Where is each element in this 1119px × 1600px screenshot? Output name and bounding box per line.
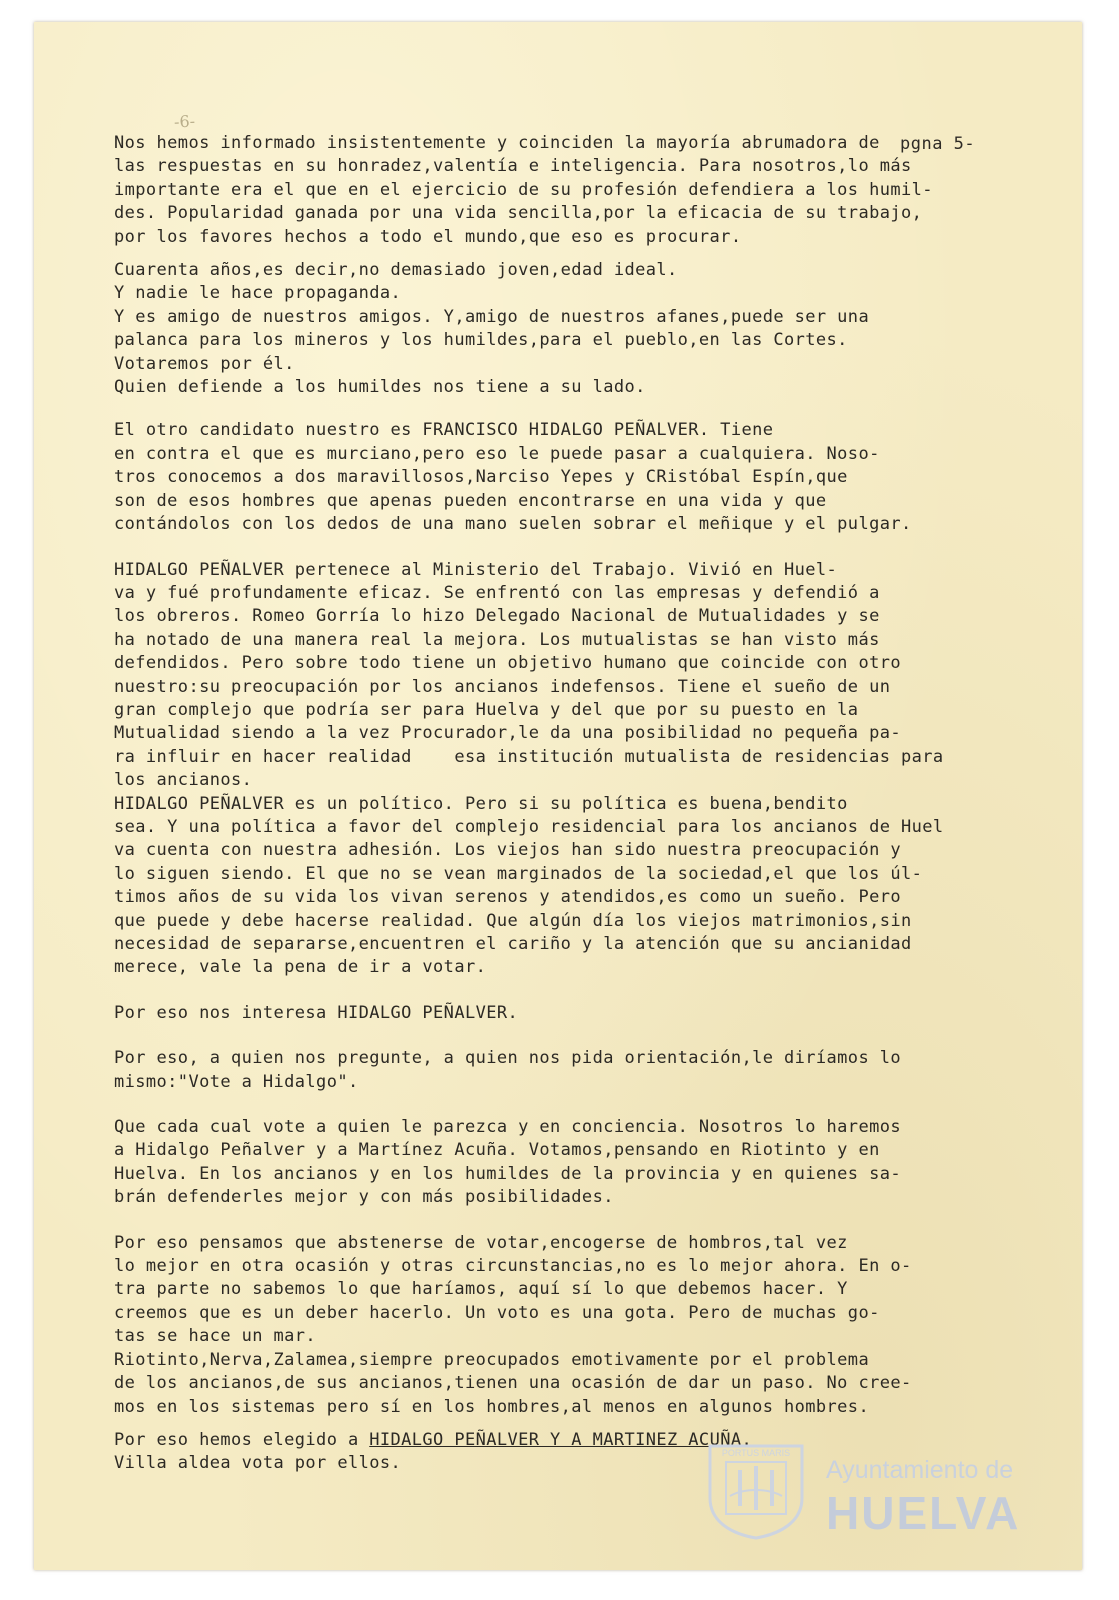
closing-prefix: Por eso hemos elegido a [114,1429,370,1450]
text-line: Huelva. En los ancianos y en los humildes de la provincia y en quienes sa- [114,1163,901,1184]
text-line: HIDALGO PEÑALVER pertenece al Ministerio del Trabajo. Vivió en Huel- [114,559,838,580]
text-line: que puede y debe hacerse realidad. Que algún día los viejos matrimonios,sin [114,910,912,931]
text-line: contándolos con los dedos de una mano suelen sobrar el meñique y el pulgar. [114,514,912,535]
text-line: los obreros. Romeo Gorría lo hizo Delegado Nacional de Mutualidades y se [114,606,880,627]
text-line: tra parte no sabemos lo que haríamos, aquí sí lo que debemos hacer. Y [114,1279,848,1300]
text-line: lo mejor en otra ocasión y otras circunstancias,no es lo mejor ahora. En o- [114,1256,912,1277]
paragraph-7 [114,1047,976,1094]
text-line: tas se hace un mar. [114,1326,317,1347]
paragraph-5 [114,793,976,980]
text-line: Que cada cual vote a quien le parezca y en conciencia. Nosotros lo haremos [114,1117,901,1138]
text-line: Quien defiende a los humildes nos tiene a su lado. [114,377,646,398]
text-line: importante era el que en el ejercicio de su profesión defendiera a los humil- [114,179,933,200]
shield-motto: PORTUS MARIS [721,1448,791,1458]
closing-candidates: HIDALGO PEÑALVER Y A MARTINEZ ACUÑA. [369,1429,753,1450]
watermark-city: HUELVA [826,1487,1021,1539]
text-line: nuestro:su preocupación por los ancianos indefensos. Tiene el sueño de un [114,676,891,697]
text-line: ha notado de una manera real la mejora. Los mutualistas se han visto más [114,629,880,650]
text-line: palanca para los mineros y los humildes,para el pueblo,en las Cortes. [114,330,848,351]
text-line: las respuestas en su honradez,valentía e inteligencia. Para nosotros,lo más [114,156,912,177]
text-line: gran complejo que podría ser para Huelva y del que por su puesto en la [114,699,859,720]
text-line: timos años de su vida los vivan serenos y atendidos,es como un sueño. Pero [114,887,901,908]
text-line: sea. Y una política a favor del complejo residencial para los ancianos de Huel [114,816,944,837]
shield-icon [700,1440,812,1540]
text-line: a Hidalgo Peñalver y a Martínez Acuña. Votamos,pensando en Riotinto y en [114,1140,880,1161]
paragraph-1 [114,132,976,249]
text-line: mismo:"Vote a Hidalgo". [114,1071,359,1092]
text-line: Nos hemos informado insistentemente y coinciden la mayoría abrumadora de [114,133,880,153]
text-line: ra influir en hacer realidad esa institución mutualista de residencias para [114,746,944,767]
text-line: tros conocemos a dos maravillosos,Narciso Yepes y CRistóbal Espín,que [114,467,848,488]
ayuntamiento-watermark [700,1440,1030,1550]
text-line: Y es amigo de nuestros amigos. Y,amigo de nuestros afanes,puede ser una [114,306,870,327]
text-line: HIDALGO PEÑALVER es un político. Pero si su política es buena,bendito [114,793,848,814]
text-line: va cuenta con nuestra adhesión. Los viejos han sido nuestra preocupación y [114,840,901,861]
text-line: brán defenderles mejor y con más posibilidades. [114,1187,614,1208]
paragraph-8 [114,1116,976,1210]
text-line: Mutualidad siendo a la vez Procurador,le da una posibilidad no pequeña pa- [114,723,901,744]
text-line: defendidos. Pero sobre todo tiene un objetivo humano que coincide con otro [114,653,901,674]
document-body [114,132,976,1476]
text-line: Por eso pensamos que abstenerse de votar,encogerse de hombros,tal vez [114,1232,848,1253]
text-line: lo siguen siendo. El que no se vean marginados de la sociedad,el que los úl- [114,863,923,884]
text-line: Riotinto,Nerva,Zalamea,siempre preocupados emotivamente por el problema [114,1349,870,1370]
text-line: Cuarenta años,es decir,no demasiado joven,edad ideal. [114,260,678,281]
page-number: pgna 5- [900,134,976,154]
text-line: Votaremos por él. [114,353,295,374]
text-line: des. Popularidad ganada por una vida sencilla,por la eficacia de su trabajo, [114,203,923,224]
paragraph-6 [114,1002,976,1025]
paragraph-9 [114,1232,976,1419]
text-line: son de esos hombres que apenas pueden encontrarse en una vida y que [114,490,827,511]
text-line: Por eso nos interesa HIDALGO PEÑALVER. [114,1002,519,1023]
text-line: necesidad de separarse,encuentren el cariño y la atención que su ancianidad [114,934,912,954]
text-line: va y fué profundamente eficaz. Se enfrentó con las empresas y defendió a [114,582,880,603]
text-line: de los ancianos,de sus ancianos,tienen una ocasión de dar un paso. No cree- [114,1373,912,1394]
paragraph-3 [114,419,976,536]
text-line: los ancianos. [114,770,253,791]
text-line: creemos que es un deber hacerlo. Un voto es una gota. Pero de muchas go- [114,1302,880,1323]
text-line: Por eso, a quien nos pregunte, a quien nos pida orientación,le diríamos lo [114,1048,901,1069]
text-line: Y nadie le hace propaganda. [114,283,402,304]
text-line: en contra el que es murciano,pero eso le puede pasar a cualquiera. Noso- [114,443,880,464]
handwritten-page-note: -6- [173,111,196,132]
paragraph-2 [114,259,976,399]
text-line: merece, vale la pena de ir a votar. [114,957,487,978]
watermark-title: Ayuntamiento de [826,1456,1014,1484]
closing-last-line: Villa aldea vota por ellos. [114,1453,402,1474]
text-line: El otro candidato nuestro es FRANCISCO HIDALGO PEÑALVER. Tiene [114,420,774,441]
text-line: mos en los sistemas pero sí en los hombres,al menos en algunos hombres. [114,1396,870,1417]
paragraph-4 [114,559,976,793]
text-line: por los favores hechos a todo el mundo,que eso es procurar. [114,226,742,247]
